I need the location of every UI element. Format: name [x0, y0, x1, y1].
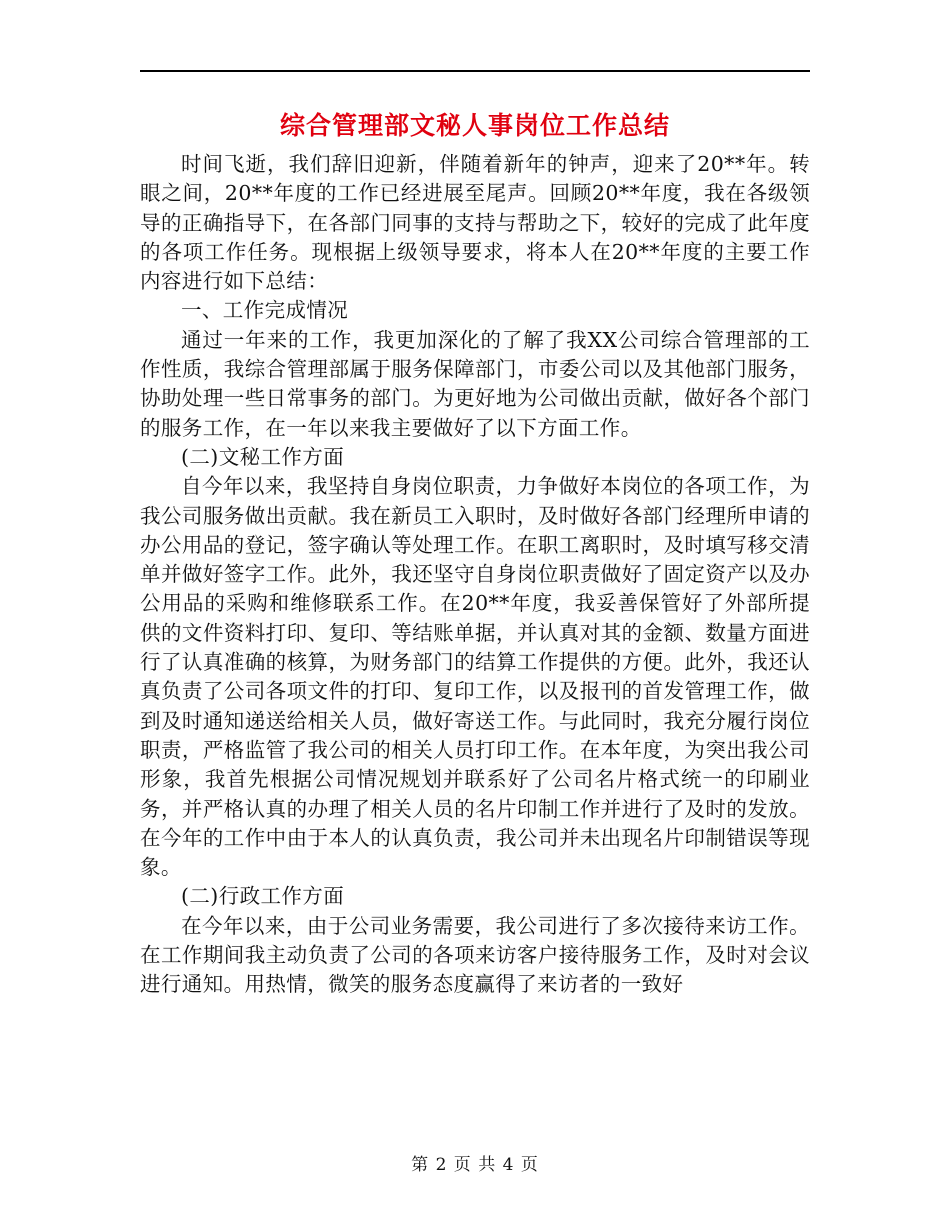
section-heading-work-completion: 一、工作完成情况 [181, 298, 349, 323]
paragraph-administrative-work: 在今年以来，由于公司业务需要，我公司进行了多次接待来访工作。在工作期间我主动负责了公司的各项来访客户接待服务工作，及时对会议进行通知。用热情，微笑的服务态度赢得了来访者的一致好 [140, 913, 810, 997]
paragraph-intro: 时间飞逝，我们辞旧迎新，伴随着新年的钟声，迎来了20**年。转眼之间，20**年度的工作已经进展至尾声。回顾20**年度，我在各级领导的正确指导下，在各部门同事的支持与帮助之下，较好的完成了此年度的各项工作任务。现根据上级领导要求，将本人在20**年度的主要工作内容进行如下总结： [140, 152, 810, 294]
page-number-footer: 第 2 页 共 4 页 [411, 1155, 539, 1175]
header-rule [140, 70, 810, 72]
section-heading-administrative: (二)行政工作方面 [181, 884, 345, 909]
section-heading-secretarial: (二)文秘工作方面 [181, 444, 345, 469]
document-title: 综合管理部文秘人事岗位工作总结 [279, 111, 670, 140]
paragraph-work-overview: 通过一年来的工作，我更加深化的了解了我XX公司综合管理部的工作性质，我综合管理部属于服务保障部门，市委公司以及其他部门服务，协助处理一些日常事务的部门。为更好地为公司做出贡献，做好各个部门的服务工作，在一年以来我主要做好了以下方面工作。 [140, 327, 810, 440]
document-body [140, 150, 810, 1000]
paragraph-secretarial-work: 自今年以来，我坚持自身岗位职责，力争做好本岗位的各项工作，为我公司服务做出贡献。我在新员工入职时，及时做好各部门经理所申请的办公用品的登记，签字确认等处理工作。在职工离职时，及时填写移交清单并做好签字工作。此外，我还坚守自身岗位职责做好了固定资产以及办公用品的采购和维修联系工作。在20**年度，我妥善保管好了外部所提供的文件资料打印、复印、等结账单据，并认真对其的金额、数量方面进行了认真准确的核算，为财务部门的结算工作提供的方便。此外，我还认真负责了公司各项文件的打印、复印工作，以及报刊的首发管理工作，做到及时通知递送给相关人员，做好寄送工作。与此同时，我充分履行岗位职责，严格监管了我公司的相关人员打印工作。在本年度，为突出我公司形象，我首先根据公司情况规划并联系好了公司名片格式统一的印刷业务，并严格认真的办理了相关人员的名片印制工作并进行了及时的发放。在今年的工作中由于本人的认真负责，我公司并未出现名片印制错误等现象。 [140, 474, 810, 880]
